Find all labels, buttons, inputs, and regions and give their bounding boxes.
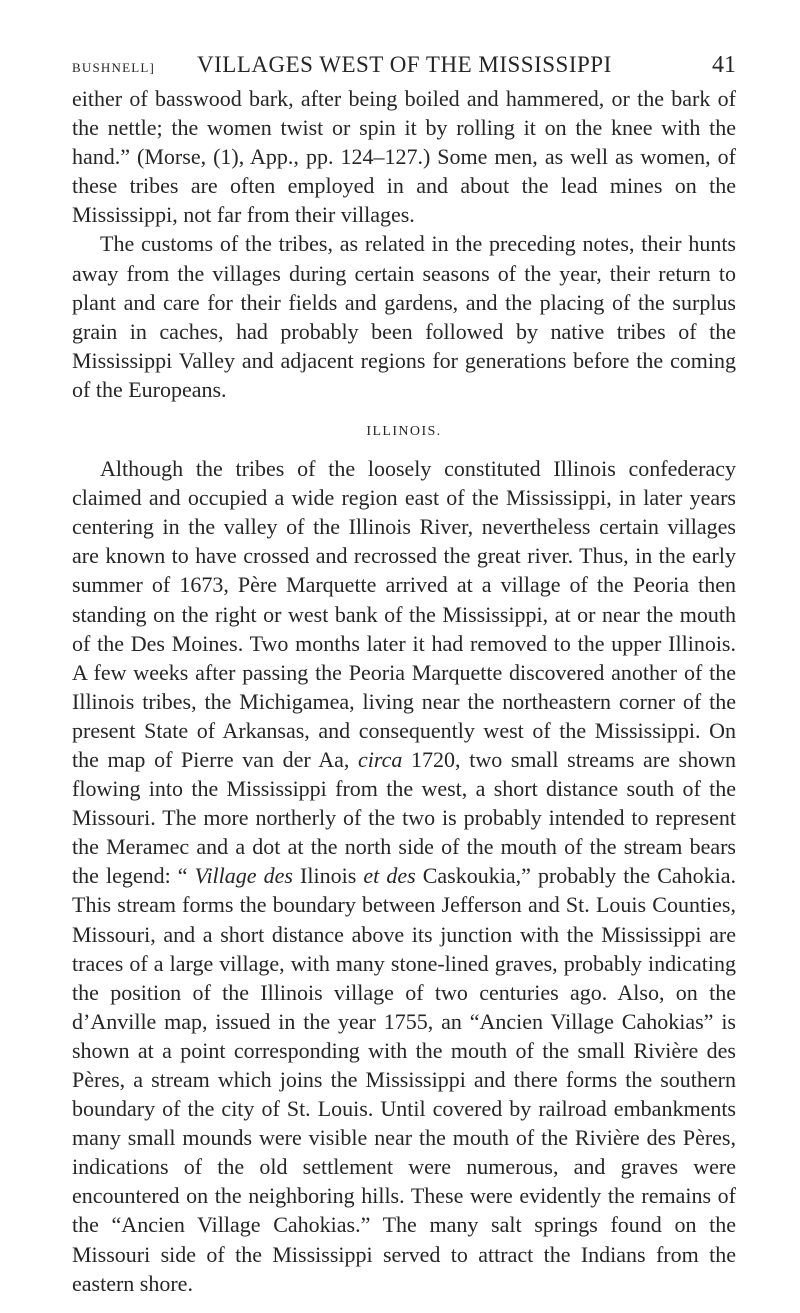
- running-head: [72, 52, 736, 86]
- paragraph-continued: either of basswood bark, after being boiled and hammered, or the bark of the nettle; the women twist or spin it by rolling it on the knee with the hand.” (Morse, (1), App., pp. 124–127.) Some men, as well as women, of these tribes are often employed in and about the lead mines on the Mississippi, not far from their villages.: [72, 86, 736, 228]
- legend-italic-village-des: Village des: [194, 863, 293, 889]
- paragraph-illinois-text-2: 1720, two small streams are shown flowing into the Mississippi from the west, a short distance south of the Missouri. The more northerly of the two is probably intended to represent the Meramec and a dot at the north side of the mouth of the stream bears the legend: “: [72, 746, 736, 889]
- legend-roman-ilinois: Ilinois: [292, 863, 364, 889]
- circa-italic: circa: [358, 746, 403, 772]
- running-head-author: BUSHNELL]: [72, 60, 156, 75]
- page-number: 41: [712, 52, 736, 78]
- running-head-title: VILLAGES WEST OF THE MISSISSIPPI: [197, 52, 612, 77]
- legend-italic-et-des: et des: [363, 863, 416, 889]
- paragraph-illinois-text-1: Although the tribes of the loosely constituted Illinois confederacy claimed and occupied a wide region east of the Mississippi, in later years centering in the valley of the Illinois River, nevertheless certain villages are known to have crossed and recrossed the great river. Thus, in the early summer of 1673, Père Marquette arrived at a village of the Peoria then standing on the right or west bank of the Mississippi, at or near the mouth of the Des Moines. Two months later it had removed to the upper Illinois. A few weeks after passing the Peoria Marquette discovered another of the Illinois tribes, the Michigamea, living near the northeastern corner of the present State of Arkansas, and consequently west of the Mississippi. On the map of Pierre van der Aa,: [72, 456, 736, 772]
- paragraph-illinois-text-3: Caskoukia,” probably the Cahokia. This stream forms the boundary between Jefferson and St. Louis Counties, Missouri, and a short distance above its junction with the Mississippi are traces of a large village, with many stone-lined graves, probably indicating the position of the Illinois village of two centuries ago. Also, on the d’Anville map, issued in the year 1755, an “Ancien Village Cahokias” is shown at a point corresponding with the mouth of the small Rivière des Pères, a stream which joins the Mississippi and there forms the southern boundary of the city of St. Louis. Until covered by railroad embankments many small mounds were visible near the mouth of the Rivière des Pères, indications of the old settlement were numerous, and graves were encountered on the neighboring hills. These were evidently the remains of the “Ancien Village Cahokias.” The many salt springs found on the Missouri side of the Mississippi served to attract the Indians from the eastern shore.: [72, 863, 737, 1296]
- section-heading-illinois: ILLINOIS.: [366, 424, 442, 440]
- paragraph-illinois: [72, 454, 736, 1298]
- paragraph-customs: The customs of the tribes, as related in the preceding notes, their hunts away from the villages during certain seasons of the year, their return to plant and care for their fields and gardens, and the placing of the surplus grain in caches, had probably been followed by native tribes of the Mississippi Valley and adjacent regions for generations before the coming of the Europeans.: [72, 231, 736, 402]
- body-text: [72, 84, 736, 1298]
